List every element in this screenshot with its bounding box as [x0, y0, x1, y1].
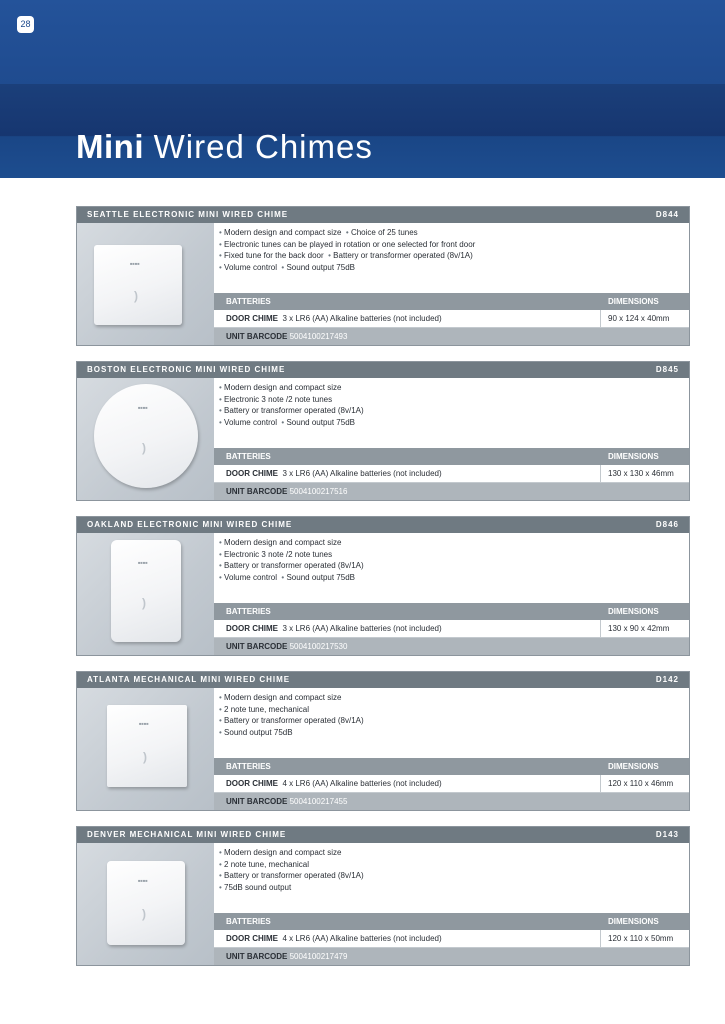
dimensions-value: 130 x 130 x 46mm [608, 469, 674, 478]
product-name: BOSTON ELECTRONIC MINI WIRED CHIME [87, 365, 286, 374]
feature-bullet: • [219, 394, 222, 404]
unit-barcode-label: UNIT BARCODE [226, 642, 288, 651]
product-code: D846 [655, 520, 679, 529]
product-header [77, 827, 689, 843]
feature-bullet: • [219, 549, 222, 559]
feature-text: 2 note tune, mechanical [224, 704, 309, 714]
feature-text: 75dB sound output [224, 882, 292, 892]
feature-bullet: • [219, 693, 222, 702]
dimensions-value: 120 x 110 x 46mm [608, 779, 674, 788]
feature-text: Choice of 25 tunes [350, 228, 418, 237]
feature-bullet: • [219, 561, 222, 571]
feature-list [219, 692, 687, 738]
barcode-cell [226, 483, 347, 500]
feature-text: Modern design and compact size [224, 383, 342, 392]
feature-bullet: • [219, 704, 222, 714]
feature-text: Modern design and compact size [224, 538, 342, 547]
page-title [76, 128, 373, 166]
product-name: ATLANTA MECHANICAL MINI WIRED CHIME [87, 675, 291, 684]
spec-table-row [214, 775, 689, 793]
brand-logo-icon: ■■■■ [138, 877, 148, 883]
feature-text: Modern design and compact size [224, 693, 342, 702]
feature-text: Sound output 75dB [286, 572, 355, 582]
feature-line [219, 394, 687, 406]
product-card [76, 361, 690, 501]
unit-barcode-label: UNIT BARCODE [226, 797, 288, 806]
feature-bullet: • [219, 538, 222, 547]
product-card [76, 826, 690, 966]
unit-barcode-value: 5004100217516 [289, 487, 348, 496]
unit-barcode-value: 5004100217479 [289, 952, 348, 961]
barcode-cell [226, 328, 347, 345]
dimensions-value: 120 x 110 x 50mm [608, 934, 674, 943]
chime-device-image [107, 705, 187, 787]
column-divider [600, 465, 601, 483]
chime-device-image [111, 540, 181, 642]
unit-barcode-label: UNIT BARCODE [226, 952, 288, 961]
door-chime-label: DOOR CHIME [226, 934, 278, 943]
feature-line [219, 560, 687, 572]
batteries-header: BATTERIES [226, 917, 271, 926]
product-name: SEATTLE ELECTRONIC MINI WIRED CHIME [87, 210, 289, 219]
chime-device-image [94, 384, 198, 488]
product-image [77, 843, 214, 965]
batteries-value: 4 x LR6 (AA) Alkaline batteries (not included) [282, 779, 442, 788]
feature-line [219, 692, 687, 704]
feature-text: Battery or transformer operated (8v/1A) [224, 406, 364, 416]
feature-bullet: • [219, 228, 222, 237]
product-card [76, 671, 690, 811]
feature-text: Electronic 3 note /2 note tunes [224, 549, 333, 559]
batteries-value: 3 x LR6 (AA) Alkaline batteries (not included) [282, 624, 442, 633]
column-divider [600, 620, 601, 638]
product-name: OAKLAND ELECTRONIC MINI WIRED CHIME [87, 520, 293, 529]
feature-line [219, 859, 687, 871]
feature-text: Volume control [224, 262, 277, 272]
feature-bullet: • [281, 572, 285, 582]
product-code: D845 [655, 365, 679, 374]
spec-table-row [214, 465, 689, 483]
feature-bullet: • [219, 871, 222, 881]
batteries-cell [226, 930, 442, 948]
batteries-cell [226, 620, 442, 638]
feature-text: Battery or transformer operated (8v/1A) [224, 716, 364, 726]
barcode-cell [226, 948, 347, 965]
feature-line [219, 382, 687, 394]
unit-barcode-value: 5004100217530 [289, 642, 348, 651]
product-name: DENVER MECHANICAL MINI WIRED CHIME [87, 830, 287, 839]
chime-sound-icon: ) [142, 596, 146, 611]
spec-table-row [214, 620, 689, 638]
feature-list [219, 537, 687, 583]
dimensions-header: DIMENSIONS [608, 607, 659, 616]
batteries-header: BATTERIES [226, 452, 271, 461]
feature-line [219, 715, 687, 727]
product-header [77, 362, 689, 378]
feature-line [219, 417, 687, 429]
brand-logo-icon: ■■■■ [130, 261, 140, 266]
product-image [77, 533, 214, 655]
feature-line [219, 572, 687, 584]
feature-text: Volume control [224, 417, 277, 427]
spec-table-header [214, 603, 689, 620]
spec-table-row [214, 310, 689, 328]
feature-line [219, 704, 687, 716]
product-code: D143 [655, 830, 679, 839]
feature-bullet: • [345, 228, 349, 237]
feature-line [219, 549, 687, 561]
barcode-row [214, 328, 689, 345]
dimensions-header: DIMENSIONS [608, 917, 659, 926]
column-divider [600, 310, 601, 328]
batteries-cell [226, 775, 442, 793]
feature-bullet: • [219, 572, 222, 582]
batteries-value: 3 x LR6 (AA) Alkaline batteries (not included) [282, 314, 442, 323]
feature-line [219, 239, 687, 251]
feature-text: Battery or transformer operated (8v/1A) [333, 251, 473, 261]
product-header [77, 207, 689, 223]
feature-text: Sound output 75dB [286, 417, 355, 427]
spec-table-header [214, 758, 689, 775]
feature-line [219, 405, 687, 417]
feature-line [219, 227, 687, 239]
feature-text: Modern design and compact size [224, 848, 342, 857]
page-header [0, 0, 725, 178]
column-divider [600, 930, 601, 948]
dimensions-value: 90 x 124 x 40mm [608, 314, 670, 323]
product-header [77, 517, 689, 533]
dimensions-header: DIMENSIONS [608, 452, 659, 461]
feature-text: Modern design and compact size [224, 228, 342, 237]
feature-line [219, 847, 687, 859]
feature-bullet: • [219, 239, 222, 249]
brand-logo-icon: ■■■■ [138, 560, 148, 566]
batteries-cell [226, 465, 442, 483]
product-image [77, 688, 214, 810]
feature-bullet: • [219, 848, 222, 857]
unit-barcode-label: UNIT BARCODE [226, 332, 288, 341]
unit-barcode-label: UNIT BARCODE [226, 487, 288, 496]
spec-table-header [214, 448, 689, 465]
chime-sound-icon: ) [142, 907, 146, 922]
feature-bullet: • [219, 251, 222, 261]
feature-text: Fixed tune for the back door [224, 251, 324, 261]
batteries-cell [226, 310, 442, 328]
door-chime-label: DOOR CHIME [226, 314, 278, 323]
feature-list [219, 227, 687, 273]
product-card [76, 516, 690, 656]
feature-bullet: • [219, 406, 222, 416]
chime-sound-icon: ) [143, 750, 147, 765]
batteries-value: 3 x LR6 (AA) Alkaline batteries (not included) [282, 469, 442, 478]
product-header [77, 672, 689, 688]
feature-text: Electronic 3 note /2 note tunes [224, 394, 333, 404]
feature-text: Sound output 75dB [224, 727, 293, 737]
feature-text: Volume control [224, 572, 277, 582]
product-code: D844 [655, 210, 679, 219]
feature-line [219, 250, 687, 262]
barcode-row [214, 793, 689, 810]
barcode-cell [226, 793, 347, 810]
feature-bullet: • [219, 262, 222, 272]
batteries-value: 4 x LR6 (AA) Alkaline batteries (not included) [282, 934, 442, 943]
barcode-row [214, 638, 689, 655]
product-card [76, 206, 690, 346]
brand-logo-icon: ■■■■ [139, 721, 149, 727]
spec-table-header [214, 913, 689, 930]
unit-barcode-value: 5004100217455 [289, 797, 348, 806]
chime-device-image [107, 861, 185, 945]
feature-text: Battery or transformer operated (8v/1A) [224, 871, 364, 881]
feature-bullet: • [281, 417, 285, 427]
feature-text: Electronic tunes can be played in rotation or one selected for front door [224, 239, 476, 249]
feature-text: Sound output 75dB [286, 262, 355, 272]
feature-bullet: • [219, 716, 222, 726]
feature-bullet: • [281, 262, 285, 272]
feature-text: 2 note tune, mechanical [224, 859, 309, 869]
product-image [77, 378, 214, 500]
batteries-header: BATTERIES [226, 762, 271, 771]
batteries-header: BATTERIES [226, 607, 271, 616]
feature-bullet: • [219, 727, 222, 737]
feature-bullet: • [219, 417, 222, 427]
batteries-header: BATTERIES [226, 297, 271, 306]
spec-table-row [214, 930, 689, 948]
feature-line [219, 870, 687, 882]
feature-line [219, 537, 687, 549]
page-title-light: Wired Chimes [153, 128, 373, 165]
feature-text: Battery or transformer operated (8v/1A) [224, 561, 364, 571]
product-code: D142 [655, 675, 679, 684]
barcode-cell [226, 638, 347, 655]
chime-sound-icon: ) [142, 441, 146, 456]
door-chime-label: DOOR CHIME [226, 624, 278, 633]
feature-list [219, 382, 687, 428]
dimensions-header: DIMENSIONS [608, 762, 659, 771]
dimensions-value: 130 x 90 x 42mm [608, 624, 670, 633]
feature-bullet: • [328, 251, 331, 261]
brand-logo-icon: ■■■■ [138, 404, 148, 410]
column-divider [600, 775, 601, 793]
feature-list [219, 847, 687, 893]
page-number: 28 [17, 16, 34, 33]
barcode-row [214, 483, 689, 500]
spec-table-header [214, 293, 689, 310]
feature-bullet: • [219, 859, 222, 869]
unit-barcode-value: 5004100217493 [289, 332, 348, 341]
product-image [77, 223, 214, 345]
chime-sound-icon: ) [134, 289, 138, 303]
chime-device-image [94, 245, 182, 325]
page-title-bold: Mini [76, 128, 144, 165]
feature-bullet: • [219, 383, 222, 392]
header-top-band [0, 0, 725, 84]
barcode-row [214, 948, 689, 965]
feature-line [219, 882, 687, 894]
door-chime-label: DOOR CHIME [226, 779, 278, 788]
door-chime-label: DOOR CHIME [226, 469, 278, 478]
feature-bullet: • [219, 882, 222, 892]
feature-line [219, 262, 687, 274]
dimensions-header: DIMENSIONS [608, 297, 659, 306]
feature-line [219, 727, 687, 739]
